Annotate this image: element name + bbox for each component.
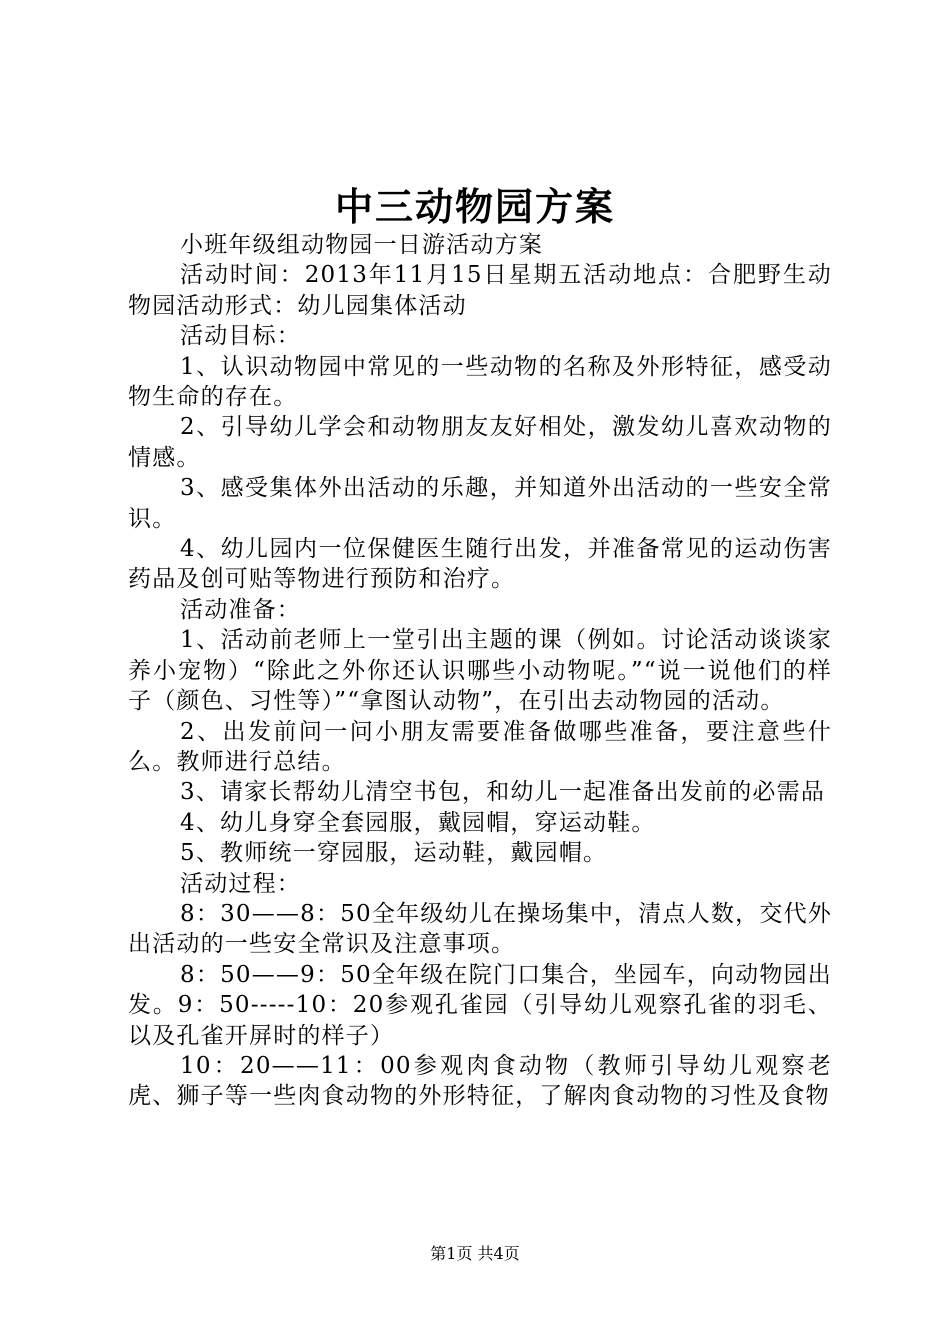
- paragraph: 3、感受集体外出活动的乐趣，并知道外出活动的一些安全常识。: [128, 475, 832, 532]
- paragraph: 活动过程：: [180, 870, 301, 897]
- paragraph: 4、幼儿园内一位保健医生随行出发，并准备常见的运动伤害药品及创可贴等物进行预防和治疗。: [128, 536, 832, 593]
- document-title: 中三动物园方案: [334, 185, 615, 229]
- paragraph: 1、认识动物园中常见的一些动物的名称及外形特征，感受动物生命的存在。: [128, 353, 832, 411]
- page-footer: 第1页 共4页: [430, 1244, 520, 1263]
- paragraph: 10：20——11：00参观肉食动物（教师引导幼儿观察老虎、狮子等一些肉食动物的外形特征，了解肉食动物的习性及食物: [128, 1052, 832, 1110]
- document-body: [128, 230, 832, 1112]
- paragraph: 2、出发前问一问小朋友需要准备做哪些准备，要注意些什么。教师进行总结。: [128, 718, 832, 775]
- paragraph: 活动准备：: [180, 596, 301, 623]
- paragraph: 2、引导幼儿学会和动物朋友友好相处，激发幼儿喜欢动物的情感。: [128, 414, 832, 471]
- paragraph: 8：50——9：50全年级在院门口集合，坐园车，向动物园出发。9：50-----10：20参观孔雀园（引导幼儿观察孔雀的羽毛、以及孔雀开屏时的样子）: [128, 961, 832, 1049]
- paragraph: 3、请家长帮幼儿清空书包，和幼儿一起准备出发前的必需品: [180, 779, 826, 806]
- paragraph: 4、幼儿身穿全套园服，戴园帽，穿运动鞋。: [180, 809, 656, 836]
- paragraph: 小班年级组动物园一日游活动方案: [180, 232, 543, 258]
- paragraph: 8：30——8：50全年级幼儿在操场集中，清点人数，交代外出活动的一些安全常识及注意事项。: [128, 900, 832, 958]
- paragraph: 活动时间：2013年11月15日星期五活动地点：合肥野生动物园活动形式：幼儿园集体活动: [128, 262, 832, 319]
- paragraph: 5、教师统一穿园服，运动鞋，戴园帽。: [180, 840, 608, 867]
- paragraph: 1、活动前老师上一堂引出主题的课（例如。讨论活动谈谈家养小宠物）“除此之外你还认识哪些小动物呢。”“说一说他们的样子（颜色、习性等）”“拿图认动物”，在引出去动物园的活动。: [128, 627, 832, 715]
- paragraph: 活动目标：: [180, 323, 301, 350]
